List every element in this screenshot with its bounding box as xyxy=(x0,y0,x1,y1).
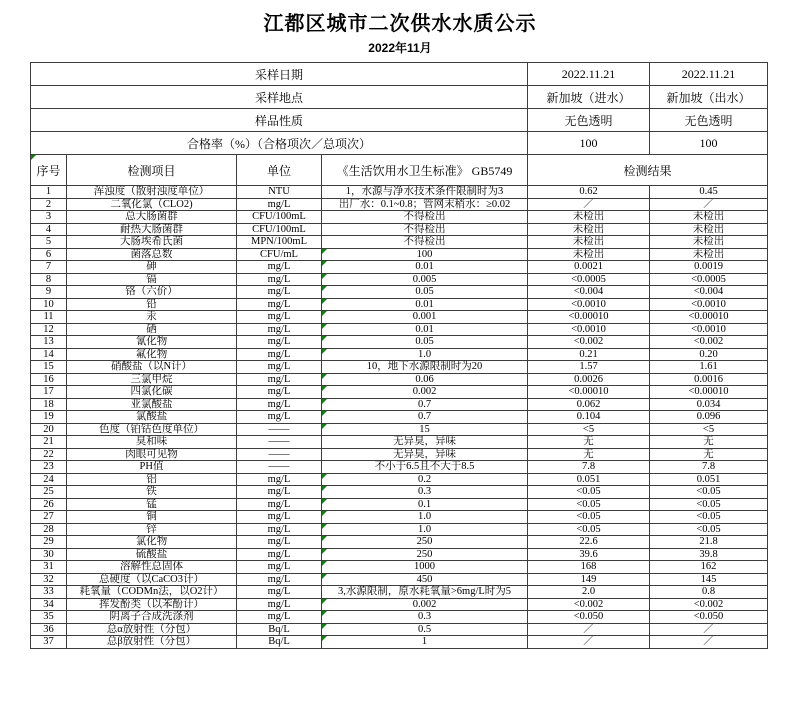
result-inlet: 2.0 xyxy=(528,586,650,599)
result-inlet: ／ xyxy=(528,636,650,649)
result-inlet: <0.00010 xyxy=(528,311,650,324)
result-inlet: <0.0010 xyxy=(528,298,650,311)
result-inlet: 22.6 xyxy=(528,536,650,549)
pass-rate-inlet: 100 xyxy=(528,132,650,155)
item-name: 肉眼可见物 xyxy=(67,448,237,461)
standard-limit: 0.005 xyxy=(322,273,528,286)
result-outlet: <0.002 xyxy=(650,336,768,349)
standard-limit: 0.01 xyxy=(322,323,528,336)
column-header-no: 序号 xyxy=(31,155,67,186)
row-no: 8 xyxy=(31,273,67,286)
result-inlet: 0.104 xyxy=(528,411,650,424)
unit: mg/L xyxy=(237,473,322,486)
result-inlet: <0.002 xyxy=(528,336,650,349)
item-name: 总大肠菌群 xyxy=(67,211,237,224)
table-row xyxy=(31,573,768,586)
unit: mg/L xyxy=(237,348,322,361)
unit: mg/L xyxy=(237,561,322,574)
item-name: 硒 xyxy=(67,323,237,336)
standard-limit: 1.0 xyxy=(322,523,528,536)
standard-limit: 不小于6.5且不大于8.5 xyxy=(322,461,528,474)
table-row xyxy=(31,536,768,549)
table-row xyxy=(31,261,768,274)
result-inlet: <0.002 xyxy=(528,598,650,611)
column-header-standard: 《生活饮用水卫生标准》 GB5749 xyxy=(322,155,528,186)
result-inlet: ／ xyxy=(528,623,650,636)
result-outlet: <0.05 xyxy=(650,486,768,499)
standard-limit: 无异臭，异味 xyxy=(322,436,528,449)
row-no: 5 xyxy=(31,236,67,249)
row-no: 11 xyxy=(31,311,67,324)
row-no: 21 xyxy=(31,436,67,449)
result-inlet: ／ xyxy=(528,198,650,211)
row-no: 36 xyxy=(31,623,67,636)
table-row xyxy=(31,586,768,599)
result-inlet: <0.0010 xyxy=(528,323,650,336)
unit: mg/L xyxy=(237,486,322,499)
row-no: 20 xyxy=(31,423,67,436)
standard-limit: 15 xyxy=(322,423,528,436)
result-outlet: ／ xyxy=(650,623,768,636)
table-row xyxy=(31,373,768,386)
result-inlet: 7.8 xyxy=(528,461,650,474)
row-no: 1 xyxy=(31,186,67,199)
unit: mg/L xyxy=(237,286,322,299)
unit: mg/L xyxy=(237,586,322,599)
result-inlet: 无 xyxy=(528,436,650,449)
item-name: 总硬度（以CaCO3计） xyxy=(67,573,237,586)
standard-limit: 不得检出 xyxy=(322,211,528,224)
result-outlet: 未检出 xyxy=(650,248,768,261)
row-no: 26 xyxy=(31,498,67,511)
unit: mg/L xyxy=(237,373,322,386)
row-no: 3 xyxy=(31,211,67,224)
result-outlet: <0.004 xyxy=(650,286,768,299)
table-row xyxy=(31,561,768,574)
item-name: 浑浊度（散射浊度单位） xyxy=(67,186,237,199)
item-name: 菌落总数 xyxy=(67,248,237,261)
item-name: 锌 xyxy=(67,523,237,536)
row-no: 29 xyxy=(31,536,67,549)
table-row xyxy=(31,236,768,249)
table-row xyxy=(31,298,768,311)
unit: mg/L xyxy=(237,548,322,561)
standard-limit: 0.1 xyxy=(322,498,528,511)
result-inlet: 168 xyxy=(528,561,650,574)
unit: mg/L xyxy=(237,398,322,411)
page-title: 江都区城市二次供水水质公示 xyxy=(263,13,537,35)
standard-limit: 0.05 xyxy=(322,336,528,349)
column-header-row xyxy=(31,155,768,186)
row-no: 27 xyxy=(31,511,67,524)
result-outlet: <0.050 xyxy=(650,611,768,624)
item-name: 硫酸盐 xyxy=(67,548,237,561)
standard-limit: 3,水源限制，原水耗氧量>6mg/L时为5 xyxy=(322,586,528,599)
row-no: 14 xyxy=(31,348,67,361)
result-inlet: 0.0021 xyxy=(528,261,650,274)
item-name: 铅 xyxy=(67,298,237,311)
table-row xyxy=(31,448,768,461)
row-no: 12 xyxy=(31,323,67,336)
result-inlet: 149 xyxy=(528,573,650,586)
row-no: 9 xyxy=(31,286,67,299)
item-name: 溶解性总固体 xyxy=(67,561,237,574)
result-outlet: <0.002 xyxy=(650,598,768,611)
table-row xyxy=(31,423,768,436)
standard-limit: 0.2 xyxy=(322,473,528,486)
item-name: 硝酸盐（以N计） xyxy=(67,361,237,374)
item-name: 氯化物 xyxy=(67,536,237,549)
result-outlet: 0.0019 xyxy=(650,261,768,274)
unit: —— xyxy=(237,423,322,436)
result-inlet: 1.57 xyxy=(528,361,650,374)
item-name: 氰化物 xyxy=(67,336,237,349)
row-no: 28 xyxy=(31,523,67,536)
unit: mg/L xyxy=(237,611,322,624)
item-name: 耗氧量（CODMn法，以O2计） xyxy=(67,586,237,599)
table-header xyxy=(31,63,768,186)
table-row xyxy=(31,548,768,561)
item-name: 砷 xyxy=(67,261,237,274)
result-inlet: 39.6 xyxy=(528,548,650,561)
result-outlet: 7.8 xyxy=(650,461,768,474)
result-outlet: 0.051 xyxy=(650,473,768,486)
standard-limit: 不得检出 xyxy=(322,236,528,249)
row-no: 24 xyxy=(31,473,67,486)
unit: mg/L xyxy=(237,336,322,349)
table-row xyxy=(31,336,768,349)
table-row xyxy=(31,348,768,361)
result-outlet: <0.05 xyxy=(650,511,768,524)
pass-rate-outlet: 100 xyxy=(650,132,768,155)
unit: mg/L xyxy=(237,298,322,311)
row-no: 22 xyxy=(31,448,67,461)
unit: mg/L xyxy=(237,523,322,536)
result-outlet: 1.61 xyxy=(650,361,768,374)
result-inlet: 无 xyxy=(528,448,650,461)
row-no: 13 xyxy=(31,336,67,349)
result-outlet: 无 xyxy=(650,448,768,461)
item-name: 铜 xyxy=(67,511,237,524)
unit: mg/L xyxy=(237,261,322,274)
item-name: 阴离子合成洗涤剂 xyxy=(67,611,237,624)
standard-limit: 0.002 xyxy=(322,386,528,399)
item-name: 亚氯酸盐 xyxy=(67,398,237,411)
sampling-date-outlet: 2022.11.21 xyxy=(650,63,768,86)
standard-limit: 10，地下水源限制时为20 xyxy=(322,361,528,374)
result-outlet: 39.8 xyxy=(650,548,768,561)
standard-limit: 出厂水：0.1~0.8；管网末稍水：≥0.02 xyxy=(322,198,528,211)
standard-limit: 0.05 xyxy=(322,286,528,299)
pass-rate-row xyxy=(31,132,768,155)
standard-limit: 不得检出 xyxy=(322,223,528,236)
row-no: 25 xyxy=(31,486,67,499)
pass-rate-label: 合格率（%）（合格项次／总项次） xyxy=(31,132,528,155)
column-header-item: 检测项目 xyxy=(67,155,237,186)
item-name: 镉 xyxy=(67,273,237,286)
table-row xyxy=(31,211,768,224)
unit: mg/L xyxy=(237,323,322,336)
row-no: 2 xyxy=(31,198,67,211)
result-inlet: 未检出 xyxy=(528,248,650,261)
table-row xyxy=(31,361,768,374)
row-no: 33 xyxy=(31,586,67,599)
sample-nature-label: 样品性质 xyxy=(31,109,528,132)
sampling-date-inlet: 2022.11.21 xyxy=(528,63,650,86)
unit: mg/L xyxy=(237,498,322,511)
row-no: 23 xyxy=(31,461,67,474)
standard-limit: 1.0 xyxy=(322,348,528,361)
table-row xyxy=(31,273,768,286)
item-name: PH值 xyxy=(67,461,237,474)
row-no: 34 xyxy=(31,598,67,611)
row-no: 17 xyxy=(31,386,67,399)
standard-limit: 0.01 xyxy=(322,261,528,274)
result-outlet: <0.0005 xyxy=(650,273,768,286)
table-row xyxy=(31,411,768,424)
result-inlet: 0.62 xyxy=(528,186,650,199)
item-name: 总α放射性（分包） xyxy=(67,623,237,636)
item-name: 四氯化碳 xyxy=(67,386,237,399)
result-outlet: 未检出 xyxy=(650,236,768,249)
unit: mg/L xyxy=(237,361,322,374)
unit: —— xyxy=(237,436,322,449)
standard-limit: 无异臭，异味 xyxy=(322,448,528,461)
result-outlet: 21.8 xyxy=(650,536,768,549)
result-inlet: <0.05 xyxy=(528,486,650,499)
item-name: 挥发酚类（以苯酚计） xyxy=(67,598,237,611)
sample-nature-inlet: 无色透明 xyxy=(528,109,650,132)
table-row xyxy=(31,636,768,649)
table-row xyxy=(31,623,768,636)
column-header-result: 检测结果 xyxy=(528,155,768,186)
unit: mg/L xyxy=(237,411,322,424)
table-row xyxy=(31,523,768,536)
row-no: 4 xyxy=(31,223,67,236)
standard-limit: 1000 xyxy=(322,561,528,574)
unit: mg/L xyxy=(237,598,322,611)
table-row xyxy=(31,286,768,299)
item-name: 二氧化氯（CLO2) xyxy=(67,198,237,211)
unit: CFU/100mL xyxy=(237,223,322,236)
result-inlet: <5 xyxy=(528,423,650,436)
row-no: 37 xyxy=(31,636,67,649)
item-name: 大肠埃希氏菌 xyxy=(67,236,237,249)
row-no: 10 xyxy=(31,298,67,311)
table-row xyxy=(31,398,768,411)
table-row xyxy=(31,598,768,611)
row-no: 32 xyxy=(31,573,67,586)
unit: NTU xyxy=(237,186,322,199)
standard-limit: 1，水源与净水技术条件限制时为3 xyxy=(322,186,528,199)
item-name: 铬（六价） xyxy=(67,286,237,299)
result-inlet: 未检出 xyxy=(528,211,650,224)
standard-limit: 450 xyxy=(322,573,528,586)
result-inlet: 0.051 xyxy=(528,473,650,486)
unit: —— xyxy=(237,448,322,461)
result-outlet: <0.05 xyxy=(650,498,768,511)
sample-nature-outlet: 无色透明 xyxy=(650,109,768,132)
unit: mg/L xyxy=(237,273,322,286)
unit: mg/L xyxy=(237,536,322,549)
unit: Bq/L xyxy=(237,623,322,636)
unit: mg/L xyxy=(237,198,322,211)
row-no: 6 xyxy=(31,248,67,261)
item-name: 铝 xyxy=(67,473,237,486)
result-inlet: <0.05 xyxy=(528,511,650,524)
row-no: 16 xyxy=(31,373,67,386)
result-outlet: 0.45 xyxy=(650,186,768,199)
item-name: 总β放射性（分包） xyxy=(67,636,237,649)
result-outlet: 145 xyxy=(650,573,768,586)
standard-limit: 0.7 xyxy=(322,411,528,424)
standard-limit: 1.0 xyxy=(322,511,528,524)
sampling-location-label: 采样地点 xyxy=(31,86,528,109)
standard-limit: 1 xyxy=(322,636,528,649)
result-outlet: ／ xyxy=(650,198,768,211)
table-row xyxy=(31,198,768,211)
sampling-date-label: 采样日期 xyxy=(31,63,528,86)
table-row xyxy=(31,223,768,236)
unit: mg/L xyxy=(237,386,322,399)
result-inlet: <0.050 xyxy=(528,611,650,624)
result-outlet: 0.8 xyxy=(650,586,768,599)
result-outlet: <0.00010 xyxy=(650,386,768,399)
column-header-unit: 单位 xyxy=(237,155,322,186)
result-outlet: ／ xyxy=(650,636,768,649)
unit: Bq/L xyxy=(237,636,322,649)
item-name: 耐热大肠菌群 xyxy=(67,223,237,236)
item-name: 三氯甲烷 xyxy=(67,373,237,386)
item-name: 色度（铂钴色度单位） xyxy=(67,423,237,436)
standard-limit: 0.3 xyxy=(322,611,528,624)
sampling-location-inlet: 新加坡（进水） xyxy=(528,86,650,109)
result-inlet: 未检出 xyxy=(528,223,650,236)
sampling-location-row xyxy=(31,86,768,109)
result-inlet: 0.21 xyxy=(528,348,650,361)
result-outlet: 未检出 xyxy=(650,223,768,236)
row-no: 30 xyxy=(31,548,67,561)
result-inlet: 0.062 xyxy=(528,398,650,411)
standard-limit: 0.5 xyxy=(322,623,528,636)
item-name: 臭和味 xyxy=(67,436,237,449)
row-no: 7 xyxy=(31,261,67,274)
standard-limit: 100 xyxy=(322,248,528,261)
water-quality-table xyxy=(30,62,768,649)
row-no: 19 xyxy=(31,411,67,424)
unit: mg/L xyxy=(237,311,322,324)
result-outlet: 162 xyxy=(650,561,768,574)
result-outlet: <0.0010 xyxy=(650,298,768,311)
result-inlet: <0.05 xyxy=(528,523,650,536)
result-inlet: 0.0026 xyxy=(528,373,650,386)
item-name: 氟化物 xyxy=(67,348,237,361)
table-row xyxy=(31,511,768,524)
table-row xyxy=(31,311,768,324)
result-outlet: 未检出 xyxy=(650,211,768,224)
unit: —— xyxy=(237,461,322,474)
table-row xyxy=(31,611,768,624)
table-row xyxy=(31,186,768,199)
result-inlet: <0.05 xyxy=(528,498,650,511)
unit: mg/L xyxy=(237,573,322,586)
standard-limit: 250 xyxy=(322,548,528,561)
standard-limit: 0.01 xyxy=(322,298,528,311)
table-row xyxy=(31,386,768,399)
sampling-date-row xyxy=(31,63,768,86)
standard-limit: 0.002 xyxy=(322,598,528,611)
standard-limit: 250 xyxy=(322,536,528,549)
table-row xyxy=(31,323,768,336)
row-no: 35 xyxy=(31,611,67,624)
result-outlet: <0.05 xyxy=(650,523,768,536)
table-row xyxy=(31,498,768,511)
item-name: 汞 xyxy=(67,311,237,324)
standard-limit: 0.001 xyxy=(322,311,528,324)
row-no: 31 xyxy=(31,561,67,574)
row-no: 15 xyxy=(31,361,67,374)
result-outlet: 无 xyxy=(650,436,768,449)
row-no: 18 xyxy=(31,398,67,411)
result-inlet: <0.00010 xyxy=(528,386,650,399)
result-outlet: <5 xyxy=(650,423,768,436)
unit: MPN/100mL xyxy=(237,236,322,249)
item-name: 锰 xyxy=(67,498,237,511)
result-outlet: <0.00010 xyxy=(650,311,768,324)
unit: CFU/100mL xyxy=(237,211,322,224)
table-row xyxy=(31,461,768,474)
result-inlet: <0.0005 xyxy=(528,273,650,286)
unit: mg/L xyxy=(237,511,322,524)
standard-limit: 0.3 xyxy=(322,486,528,499)
result-outlet: 0.20 xyxy=(650,348,768,361)
sampling-location-outlet: 新加坡（出水） xyxy=(650,86,768,109)
standard-limit: 0.06 xyxy=(322,373,528,386)
item-name: 铁 xyxy=(67,486,237,499)
page-subtitle: 2022年11月 xyxy=(368,41,432,55)
item-name: 氯酸盐 xyxy=(67,411,237,424)
table-row xyxy=(31,473,768,486)
unit: CFU/mL xyxy=(237,248,322,261)
table-row xyxy=(31,248,768,261)
result-outlet: 0.0016 xyxy=(650,373,768,386)
table-row xyxy=(31,486,768,499)
result-inlet: 未检出 xyxy=(528,236,650,249)
sample-nature-row xyxy=(31,109,768,132)
table-body xyxy=(31,186,768,649)
result-outlet: 0.034 xyxy=(650,398,768,411)
result-outlet: <0.0010 xyxy=(650,323,768,336)
result-inlet: <0.004 xyxy=(528,286,650,299)
standard-limit: 0.7 xyxy=(322,398,528,411)
result-outlet: 0.096 xyxy=(650,411,768,424)
table-row xyxy=(31,436,768,449)
